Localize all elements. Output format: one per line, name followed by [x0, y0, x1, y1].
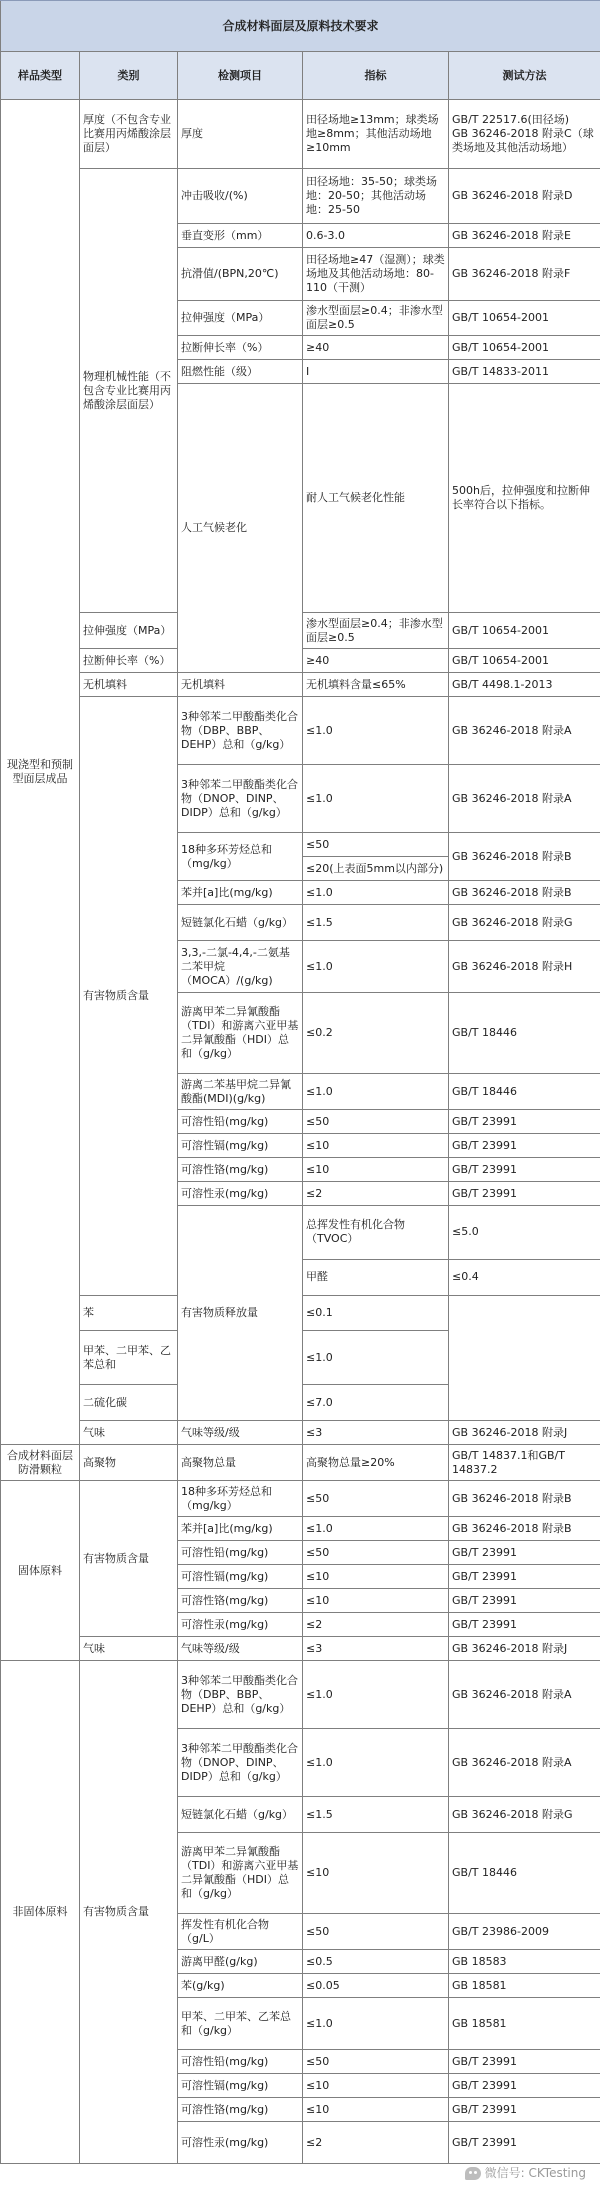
test-method-cell: GB/T 23991: [449, 1589, 600, 1613]
test-item-cell: 3,3,-二氯-4,4,-二氨基二苯甲烷（MOCA）/(g/kg): [178, 941, 303, 993]
header-index: 指标: [303, 52, 449, 100]
index-cell: 田径场地：35-50；球类场地：20-50；其他活动场地：25-50: [303, 169, 449, 224]
test-method-cell: GB/T 10654-2001: [449, 301, 600, 336]
index-cell: 田径场地≥13mm；球类场地≥8mm；其他活动场地≥10mm: [303, 100, 449, 169]
test-item-cell: 3种邻苯二甲酸酯类化合物（DNOP、DINP、DIDP）总和（g/kg）: [178, 1729, 303, 1797]
test-item-cell: 游离二苯基甲烷二异氰酸酯(MDI)(g/kg): [178, 1074, 303, 1110]
test-method-cell: GB/T 14833-2011: [449, 360, 600, 384]
category-cell: 气味: [80, 1421, 178, 1445]
test-item-cell: 18种多环芳烃总和（mg/kg）: [178, 833, 303, 881]
test-item-cell: 可溶性汞(mg/kg): [178, 1182, 303, 1206]
index-cell: ≤2: [303, 2122, 449, 2164]
index-cell: ≤10: [303, 1134, 449, 1158]
test-item-cell: 二硫化碳: [80, 1385, 178, 1421]
test-item-cell: 甲苯、二甲苯、乙苯总和（g/kg）: [178, 1998, 303, 2050]
test-method-cell: GB/T 18446: [449, 1074, 600, 1110]
category-cell: 人工气候老化: [178, 384, 303, 673]
test-item-cell: 可溶性铅(mg/kg): [178, 2050, 303, 2074]
test-item-cell: 拉断伸长率（%）: [178, 336, 303, 360]
index-cell: 田径场地≥47（湿测）；球类场地及其他活动场地：80-110（干测）: [303, 248, 449, 301]
test-method-cell: GB/T 14837.1和GB/T 14837.2: [449, 1445, 600, 1481]
category-cell: 厚度（不包含专业比赛用丙烯酸涂层面层）: [80, 100, 178, 169]
test-method-cell: GB 36246-2018 附录A: [449, 697, 600, 765]
index-cell: ≤10: [303, 1158, 449, 1182]
watermark: [465, 2164, 586, 2181]
test-item-cell: 可溶性铬(mg/kg): [178, 1158, 303, 1182]
table-row: [1, 697, 600, 765]
table-row: [1, 1445, 600, 1481]
table-row: [1, 1421, 600, 1445]
category-cell: 无机填料: [80, 673, 178, 697]
index-cell: 高聚物总量≥20%: [303, 1445, 449, 1481]
test-item-cell: 可溶性镉(mg/kg): [178, 1565, 303, 1589]
test-method-cell: GB 36246-2018 附录G: [449, 905, 600, 941]
index-cell: ≤50: [303, 833, 449, 857]
test-method-cell: GB 36246-2018 附录F: [449, 248, 600, 301]
index-cell: ≤3: [303, 1637, 449, 1661]
table-row: [1, 1481, 600, 1517]
test-method-cell: GB/T 18446: [449, 993, 600, 1074]
test-method-cell: GB/T 23991: [449, 2098, 600, 2122]
test-method-cell: GB/T 10654-2001: [449, 613, 600, 649]
test-item-cell: 气味等级/级: [178, 1637, 303, 1661]
test-item-cell: 18种多环芳烃总和（mg/kg）: [178, 1481, 303, 1517]
test-item-cell: 挥发性有机化合物（g/L）: [178, 1914, 303, 1950]
index-cell: ≤50: [303, 1914, 449, 1950]
test-item-cell: 3种邻苯二甲酸酯类化合物（DNOP、DINP、DIDP）总和（g/kg）: [178, 765, 303, 833]
wechat-icon: [465, 2167, 481, 2180]
test-method-cell: GB/T 10654-2001: [449, 336, 600, 360]
header-test-method: 测试方法: [449, 52, 600, 100]
test-method-cell: GB 18581: [449, 1998, 600, 2050]
index-cell: ≤10: [303, 1833, 449, 1914]
test-item-cell: 抗滑值/(BPN,20℃): [178, 248, 303, 301]
test-method-cell: GB/T 23991: [449, 1158, 600, 1182]
test-item-cell: 游离甲醛(g/kg): [178, 1950, 303, 1974]
test-item-cell: 拉断伸长率（%）: [80, 649, 178, 673]
test-method-cell: GB 36246-2018 附录D: [449, 169, 600, 224]
index-cell: ≤1.0: [303, 697, 449, 765]
index-cell: ≥40: [303, 649, 449, 673]
test-method-cell: GB/T 22517.6(田径场) GB 36246-2018 附录C（球类场地及其他活动场地）: [449, 100, 600, 169]
test-method-cell: GB 36246-2018 附录A: [449, 1729, 600, 1797]
test-method-cell: GB 36246-2018 附录H: [449, 941, 600, 993]
test-method-cell: GB 36246-2018 附录A: [449, 1661, 600, 1729]
test-method-cell: GB 36246-2018 附录B: [449, 881, 600, 905]
test-item-cell: 可溶性镉(mg/kg): [178, 1134, 303, 1158]
category-cell: 高聚物: [80, 1445, 178, 1481]
index-cell: ≤1.0: [303, 1517, 449, 1541]
test-method-cell: GB/T 23991: [449, 1134, 600, 1158]
index-cell: ≤7.0: [303, 1385, 449, 1421]
index-cell: ≤1.5: [303, 1797, 449, 1833]
test-item-cell: 可溶性铅(mg/kg): [178, 1541, 303, 1565]
test-item-cell: 短链氯化石蜡（g/kg）: [178, 905, 303, 941]
test-method-cell: GB/T 23986-2009: [449, 1914, 600, 1950]
category-cell: 有害物质含量: [80, 1661, 178, 2164]
index-cell: ≤0.5: [303, 1950, 449, 1974]
index-cell: ≤10: [303, 2098, 449, 2122]
test-method-cell: GB/T 4498.1-2013: [449, 673, 600, 697]
test-item-cell: 拉伸强度（MPa）: [178, 301, 303, 336]
header-row: [1, 52, 600, 100]
test-method-cell: GB 36246-2018 附录B: [449, 1517, 600, 1541]
category-cell: 有害物质释放量: [178, 1206, 303, 1421]
title-row: [1, 1, 600, 52]
test-item-cell: 厚度: [178, 100, 303, 169]
test-method-cell: GB 36246-2018 附录J: [449, 1421, 600, 1445]
test-item-cell: 高聚物总量: [178, 1445, 303, 1481]
table-row: [1, 1637, 600, 1661]
index-cell: ≤1.0: [303, 1331, 449, 1385]
test-method-cell: GB 36246-2018 附录E: [449, 224, 600, 248]
index-cell: ≤0.2: [303, 993, 449, 1074]
test-method-cell: GB 36246-2018 附录B: [449, 833, 600, 881]
test-method-cell: GB 18583: [449, 1950, 600, 1974]
test-method-cell: GB/T 18446: [449, 1833, 600, 1914]
index-cell: 渗水型面层≥0.4；非渗水型面层≥0.5: [303, 301, 449, 336]
test-method-cell: GB/T 23991: [449, 1565, 600, 1589]
index-cell: ≤50: [303, 1481, 449, 1517]
test-method-cell: GB/T 23991: [449, 2050, 600, 2074]
test-item-cell: 垂直变形（mm）: [178, 224, 303, 248]
test-method-cell: GB 18581: [449, 1974, 600, 1998]
test-item-cell: 总挥发性有机化合物（TVOC）: [303, 1206, 449, 1260]
test-method-cell: GB/T 23991: [449, 2074, 600, 2098]
index-cell: ≤50: [303, 1110, 449, 1134]
index-cell: ≤1.0: [303, 881, 449, 905]
test-item-cell: 可溶性汞(mg/kg): [178, 2122, 303, 2164]
index-cell: 渗水型面层≥0.4；非渗水型面层≥0.5: [303, 613, 449, 649]
test-item-cell: 无机填料: [178, 673, 303, 697]
index-cell: 无机填料含量≤65%: [303, 673, 449, 697]
test-item-cell: 苯并[a]比(mg/kg): [178, 881, 303, 905]
index-cell: ≤1.5: [303, 905, 449, 941]
test-item-cell: 可溶性汞(mg/kg): [178, 1613, 303, 1637]
test-item-cell: 可溶性镉(mg/kg): [178, 2074, 303, 2098]
index-cell: ≤2: [303, 1613, 449, 1637]
test-item-cell: 甲苯、二甲苯、乙苯总和: [80, 1331, 178, 1385]
sample-type-cell: 合成材料面层防滑颗粒: [1, 1445, 80, 1481]
header-test-item: 检测项目: [178, 52, 303, 100]
index-cell: ≤50: [303, 1541, 449, 1565]
test-item-cell: 阻燃性能（级）: [178, 360, 303, 384]
test-item-cell: 气味等级/级: [178, 1421, 303, 1445]
index-cell: ≤10: [303, 2074, 449, 2098]
index-cell: ≤3: [303, 1421, 449, 1445]
index-cell: ≤1.0: [303, 1661, 449, 1729]
table-title: 合成材料面层及原料技术要求: [1, 1, 600, 52]
index-cell: ≤0.05: [303, 1974, 449, 1998]
test-item-cell: 耐人工气候老化性能: [303, 384, 449, 613]
index-cell: ≤0.1: [303, 1295, 449, 1331]
test-method-cell: GB/T 23991: [449, 1541, 600, 1565]
category-cell: 气味: [80, 1637, 178, 1661]
test-item-cell: 短链氯化石蜡（g/kg）: [178, 1797, 303, 1833]
index-cell: ≤0.4: [449, 1259, 600, 1295]
test-item-cell: 苯: [80, 1295, 178, 1331]
index-cell: ≤1.0: [303, 765, 449, 833]
test-method-cell: GB 36246-2018 附录G: [449, 1797, 600, 1833]
test-item-cell: 甲醛: [303, 1259, 449, 1295]
table-row: [1, 1661, 600, 1729]
index-cell: 500h后，拉伸强度和拉断伸长率符合以下指标。: [449, 384, 600, 613]
index-cell: ≤10: [303, 1565, 449, 1589]
watermark-text: 微信号: CKTesting: [484, 2166, 586, 2180]
index-cell: ≤20(上表面5mm以内部分): [303, 857, 449, 881]
test-method-cell: GB/T 23991: [449, 1613, 600, 1637]
header-sample-type: 样品类型: [1, 52, 80, 100]
index-cell: ≤1.0: [303, 1729, 449, 1797]
test-item-cell: 可溶性铬(mg/kg): [178, 2098, 303, 2122]
test-item-cell: 游离甲苯二异氰酸酯（TDI）和游离六亚甲基二异氰酸酯（HDI）总和（g/kg）: [178, 1833, 303, 1914]
test-method-cell: GB/T 10654-2001: [449, 649, 600, 673]
sample-type-cell: 固体原料: [1, 1481, 80, 1661]
test-item-cell: 苯(g/kg): [178, 1974, 303, 1998]
test-method-cell: GB 36246-2018 附录B: [449, 1481, 600, 1517]
test-method-cell: GB 36246-2018 附录J: [449, 1637, 600, 1661]
test-item-cell: 游离甲苯二异氰酸酯（TDI）和游离六亚甲基二异氰酸酯（HDI）总和（g/kg）: [178, 993, 303, 1074]
index-cell: ≤2: [303, 1182, 449, 1206]
category-cell: 有害物质含量: [80, 697, 178, 1296]
test-item-cell: 拉伸强度（MPa）: [80, 613, 178, 649]
sample-type-cell: 现浇型和预制型面层成品: [1, 100, 80, 1445]
index-cell: 0.6-3.0: [303, 224, 449, 248]
test-item-cell: 3种邻苯二甲酸酯类化合物（DBP、BBP、DEHP）总和（g/kg）: [178, 1661, 303, 1729]
test-item-cell: 3种邻苯二甲酸酯类化合物（DBP、BBP、DEHP）总和（g/kg）: [178, 697, 303, 765]
index-cell: ≤50: [303, 2050, 449, 2074]
table-row: [1, 100, 600, 169]
index-cell: ≥40: [303, 336, 449, 360]
index-cell: Ⅰ: [303, 360, 449, 384]
test-item-cell: 可溶性铅(mg/kg): [178, 1110, 303, 1134]
test-method-cell: GB/T 23991: [449, 1110, 600, 1134]
category-cell: 物理机械性能（不包含专业比赛用丙烯酸涂层面层）: [80, 169, 178, 613]
index-cell: ≤5.0: [449, 1206, 600, 1260]
test-method-cell: GB/T 23991: [449, 2122, 600, 2164]
index-cell: ≤1.0: [303, 941, 449, 993]
index-cell: ≤1.0: [303, 1998, 449, 2050]
test-item-cell: 冲击吸收/(%): [178, 169, 303, 224]
test-item-cell: 苯并[a]比(mg/kg): [178, 1517, 303, 1541]
header-category: 类别: [80, 52, 178, 100]
table-row: [1, 673, 600, 697]
sample-type-cell: 非固体原料: [1, 1661, 80, 2164]
table-row: [1, 169, 600, 224]
test-item-cell: 可溶性铬(mg/kg): [178, 1589, 303, 1613]
index-cell: ≤10: [303, 1589, 449, 1613]
test-method-cell: GB/T 23991: [449, 1182, 600, 1206]
index-cell: ≤1.0: [303, 1074, 449, 1110]
test-method-cell: GB 36246-2018 附录A: [449, 765, 600, 833]
category-cell: 有害物质含量: [80, 1481, 178, 1637]
